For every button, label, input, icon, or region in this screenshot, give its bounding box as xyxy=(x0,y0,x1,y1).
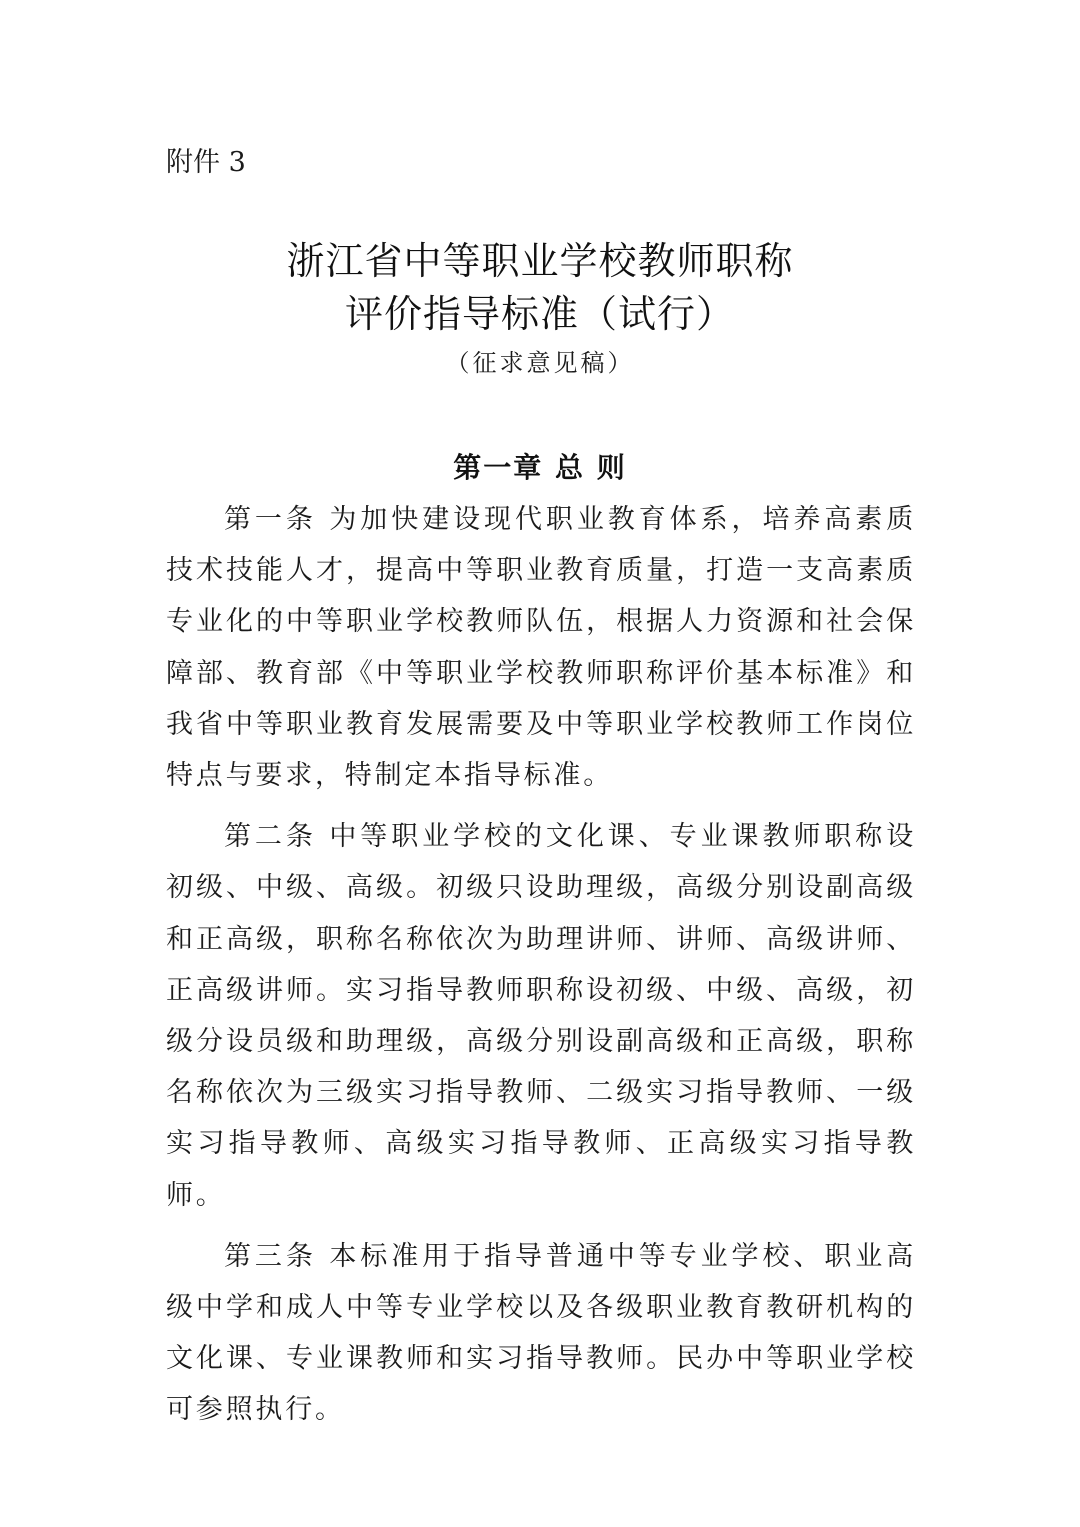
document-subtitle: （征求意见稿） xyxy=(445,349,635,377)
attachment-label: 附件 3 xyxy=(166,147,246,178)
document-title-line-1: 浙江省中等职业学校教师职称 xyxy=(286,239,794,283)
document-body xyxy=(166,494,916,1446)
article-2: 第二条 中等职业学校的文化课、专业课教师职称设初级、中级、高级。初级只设助理级，高级分别设副高级和正高级，职称名称依次为助理讲师、讲师、高级讲师、正高级讲师。实习指导教师职称设初级、中级、高级，初级分设员级和助理级，高级分别设副高级和正高级，职称名称依次为三级实习指导教师、二级实习指导教师、一级实习指导教师、高级实习指导教师、正高级实习指导教师。 xyxy=(166,821,916,1211)
document-title-line-2: 评价指导标准（试行） xyxy=(344,292,735,336)
article-3: 第三条 本标准用于指导普通中等专业学校、职业高级中学和成人中等专业学校以及各级职业教育教研机构的文化课、专业课教师和实习指导教师。民办中等职业学校可参照执行。 xyxy=(166,1240,916,1426)
chapter-heading: 第一章 总 则 xyxy=(453,451,627,484)
article-1: 第一条 为加快建设现代职业教育体系，培养高素质技术技能人才，提高中等职业教育质量，打造一支高素质专业化的中等职业学校教师队伍，根据人力资源和社会保障部、教育部《中等职业学校教师职称评价基本标准》和我省中等职业教育发展需要及中等职业学校教师工作岗位特点与要求，特制定本指导标准。 xyxy=(166,504,916,792)
